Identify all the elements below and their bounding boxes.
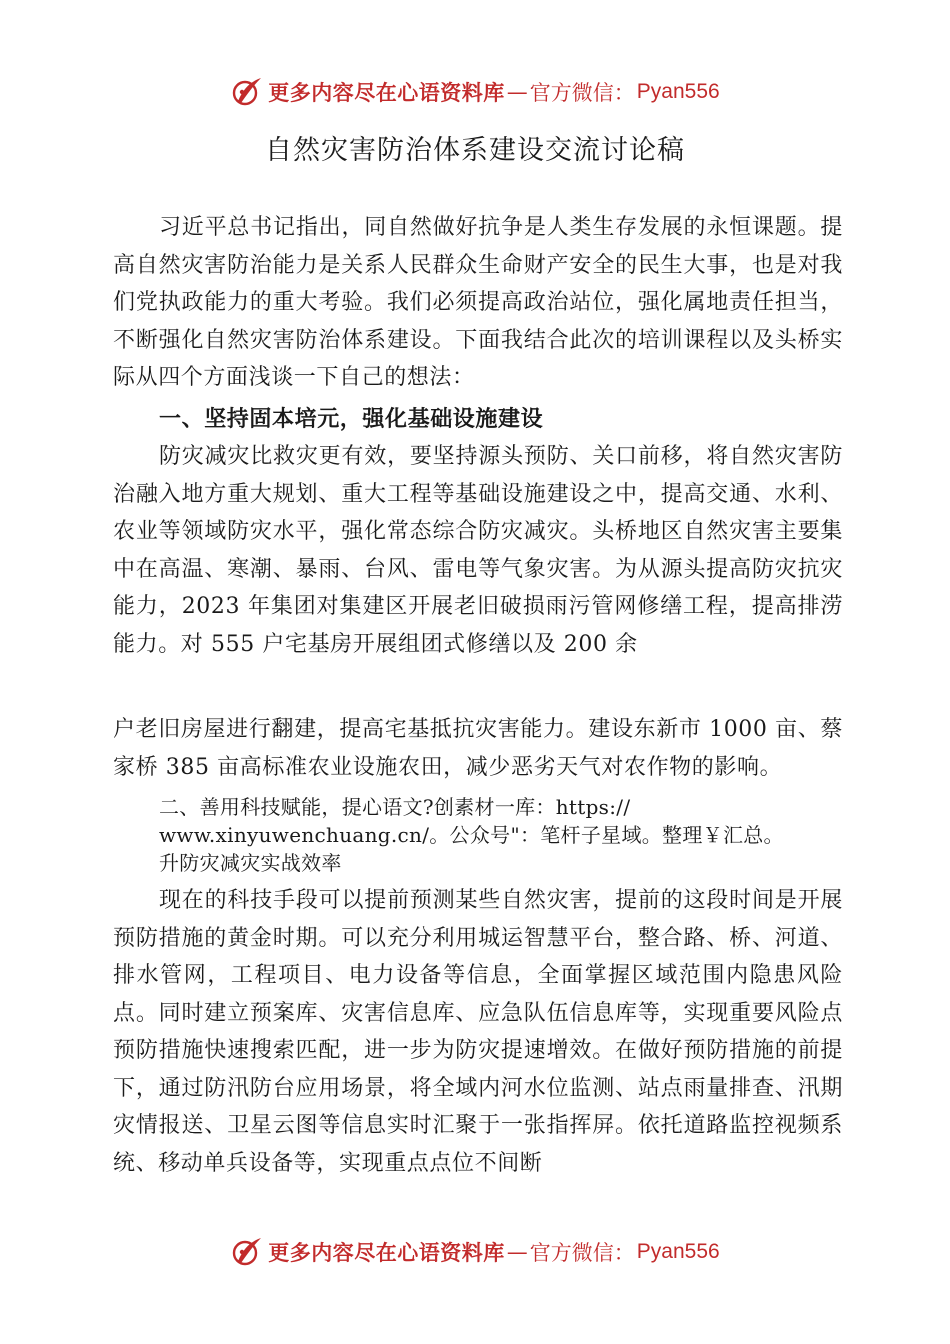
watermark-banner-top [0, 72, 950, 112]
section2-heading-block [113, 793, 843, 877]
watermark-official-label: 官方微信： [529, 81, 635, 105]
watermark-text: 更多内容尽在心语资料库 [268, 80, 505, 105]
watermark-wechat-id: Pyan556 [636, 1240, 720, 1263]
section2-heading-line1: 二、善用科技赋能，提心语文?创素材一库：https:// [159, 795, 631, 819]
section1-paragraph-continued-block [113, 711, 843, 786]
brush-logo-icon [230, 1235, 264, 1269]
watermark-official-label: 官方微信： [529, 1241, 635, 1265]
section1-paragraph-b: 户老旧房屋进行翻建，提高宅基抵抗灾害能力。建设东新市 1000 亩、蔡家桥 385 亩高标准农业设施农田，减少恶劣天气对农作物的影响。 [113, 717, 843, 780]
watermark-banner-bottom [0, 1232, 950, 1272]
section2-heading-line3: 升防灾减灾实战效率 [159, 851, 342, 875]
section1-heading-block [113, 401, 843, 439]
watermark-dash: — [506, 1240, 528, 1264]
watermark-dash: — [506, 80, 528, 104]
watermark-wechat-id: Pyan556 [636, 80, 720, 103]
brush-logo-icon [230, 75, 264, 109]
section2-paragraph-block [113, 882, 843, 1182]
watermark-text: 更多内容尽在心语资料库 [268, 1240, 505, 1265]
intro-paragraph-block [113, 209, 843, 397]
section1-paragraph-a: 防灾减灾比救灾更有效，要坚持源头预防、关口前移，将自然灾害防治融入地方重大规划、重大工程等基础设施建设之中，提高交通、水利、农业等领域防灾水平，强化常态综合防灾减灾。头桥地区自然灾害主要集中在高温、寒潮、暴雨、台风、雷电等气象灾害。为从源头提高防灾抗灾能力，2023 年集团对集建区开展老旧破损雨污管网修缮工程，提高排涝能力。对 555 户宅基房开展组团式修缮以及 200 余 [113, 444, 843, 657]
section1-paragraph-block [113, 438, 843, 663]
document-title: 自然灾害防治体系建设交流讨论稿 [265, 135, 685, 166]
section2-heading-line2: www.xinyuwenchuang.cn/。公众号"：笔杆子星域。整理￥汇总。 [159, 823, 784, 847]
section1-heading: 一、坚持固本培元，强化基础设施建设 [159, 407, 544, 432]
intro-paragraph: 习近平总书记指出，同自然做好抗争是人类生存发展的永恒课题。提高自然灾害防治能力是关系人民群众生命财产安全的民生大事，也是对我们党执政能力的重大考验。我们必须提高政治站位，强化属地责任担当，不断强化自然灾害防治体系建设。下面我结合此次的培训课程以及头桥实际从四个方面浅谈一下自己的想法： [113, 215, 843, 390]
section2-paragraph: 现在的科技手段可以提前预测某些自然灾害，提前的这段时间是开展预防措施的黄金时期。可以充分利用城运智慧平台，整合路、桥、河道、排水管网，工程项目、电力设备等信息，全面掌握区域范围内隐患风险点。同时建立预案库、灾害信息库、应急队伍信息库等，实现重要风险点预防措施快速搜索匹配，进一步为防灾提速增效。在做好预防措施的前提下，通过防汛防台应用场景，将全域内河水位监测、站点雨量排查、汛期灾情报送、卫星云图等信息实时汇聚于一张指挥屏。依托道路监控视频系统、移动单兵设备等，实现重点点位不间断 [113, 888, 843, 1176]
